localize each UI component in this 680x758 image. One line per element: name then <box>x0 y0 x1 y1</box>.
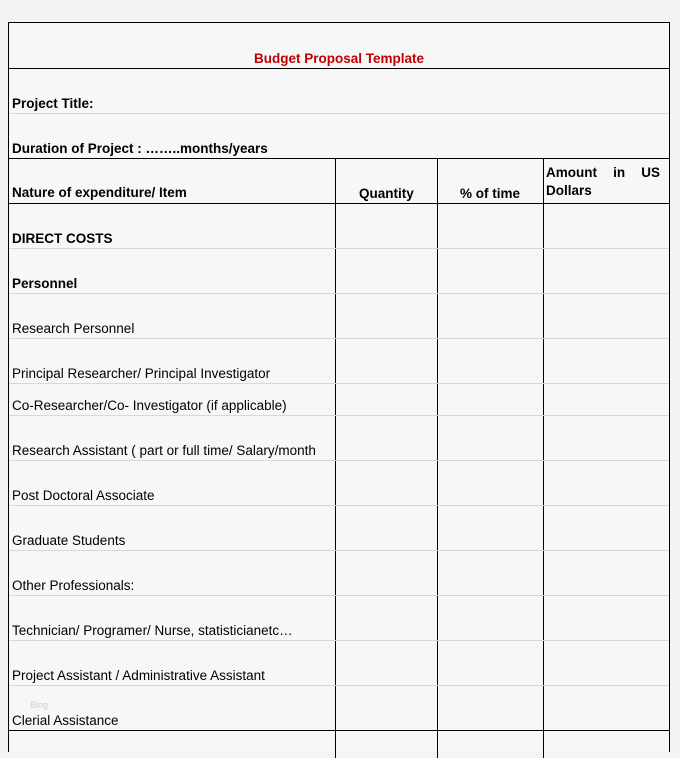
document-title: Budget Proposal Template <box>253 51 425 66</box>
row-divider <box>9 293 669 294</box>
amount-word-1: Amount <box>546 165 597 180</box>
table-row-label: Clerial Assistance <box>12 713 119 728</box>
row-divider <box>9 338 669 339</box>
column-header-item: Nature of expenditure/ Item <box>12 185 187 200</box>
amount-line-2: Dollars <box>546 183 592 198</box>
table-row-label: Technician/ Programer/ Nurse, statisticianetc… <box>12 623 293 638</box>
amount-word-3: US <box>641 165 660 180</box>
duration-label: Duration of Project : ……..months/years <box>12 141 268 156</box>
row-divider <box>9 640 669 641</box>
row-divider <box>9 595 669 596</box>
row-divider <box>9 550 669 551</box>
table-row-label: Post Doctoral Associate <box>12 488 155 503</box>
table-row-label: Project Assistant / Administrative Assistant <box>12 668 265 683</box>
row-divider <box>9 505 669 506</box>
row-divider <box>9 248 669 249</box>
title-row <box>9 23 669 69</box>
row-divider <box>9 113 669 114</box>
amount-word-2: in <box>613 165 626 180</box>
row-divider <box>9 460 669 461</box>
table-row-label: Co-Researcher/Co- Investigator (if applicable) <box>12 398 287 413</box>
table-row-label: Graduate Students <box>12 533 126 548</box>
table-row-label: Research Assistant ( part or full time/ Salary/month <box>12 443 316 458</box>
table-row-label: Research Personnel <box>12 321 135 336</box>
row-divider <box>9 415 669 416</box>
watermark-text: Blog <box>30 700 49 710</box>
column-header-percent-time: % of time <box>460 186 521 201</box>
column-header-quantity: Quantity <box>359 186 414 201</box>
table-row-label: Personnel <box>12 276 78 291</box>
column-header-amount <box>546 164 660 200</box>
row-divider <box>9 730 669 731</box>
table-row-label: DIRECT COSTS <box>12 231 113 246</box>
table-row-label: Other Professionals: <box>12 578 135 593</box>
header-top-border <box>9 158 669 159</box>
table-row-label: Principal Researcher/ Principal Investigator <box>12 366 271 381</box>
header-bottom-border <box>9 203 669 204</box>
budget-proposal-sheet <box>8 22 670 752</box>
project-title-label: Project Title: <box>12 96 94 111</box>
row-divider <box>9 685 669 686</box>
row-divider <box>9 383 669 384</box>
